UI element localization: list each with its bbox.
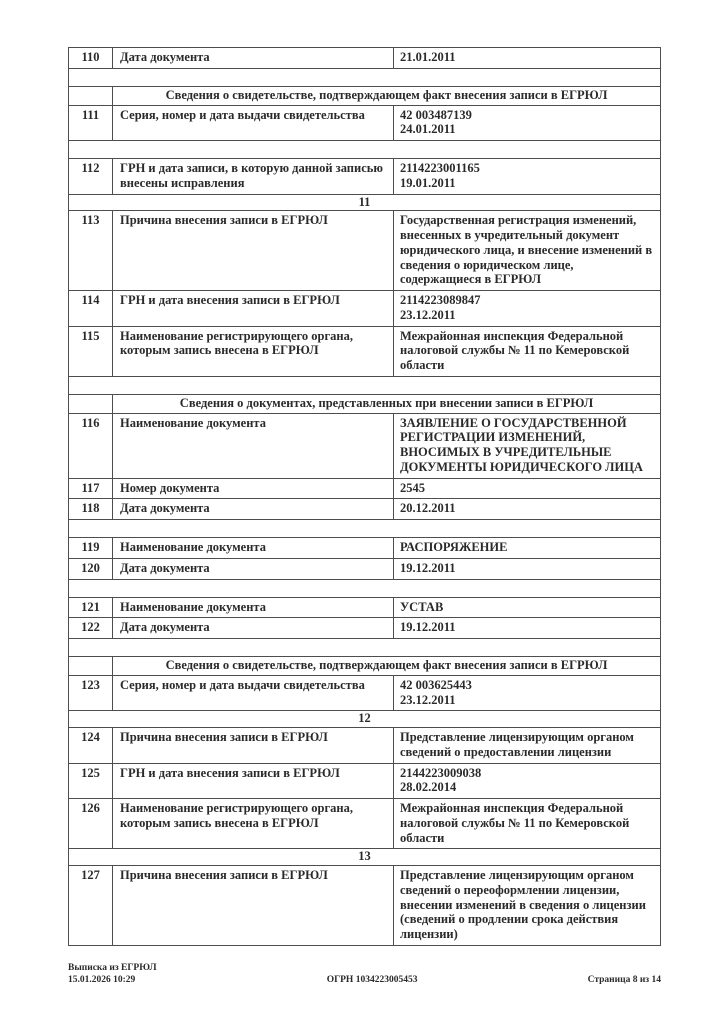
record-number: 126 [69, 799, 113, 849]
page-footer [68, 962, 661, 987]
record-number-empty [69, 394, 113, 413]
field-value-line: ЗАЯВЛЕНИЕ О ГОСУДАРСТВЕННОЙ РЕГИСТРАЦИИ ИЗМЕНЕНИЙ, ВНОСИМЫХ В УЧРЕДИТЕЛЬНЫЕ ДОКУМЕНТЫ ЮРИДИЧЕСКОГО ЛИЦА [400, 415, 643, 474]
field-value-line: 42 003625443 [400, 677, 472, 692]
field-value-line: 20.12.2011 [400, 501, 456, 516]
field-value-line: УСТАВ [400, 599, 444, 614]
field-value-line: 28.02.2014 [400, 780, 457, 795]
field-name: Причина внесения записи в ЕГРЮЛ [113, 211, 394, 291]
field-value [394, 478, 661, 499]
field-value [394, 728, 661, 764]
record-number: 110 [69, 48, 113, 69]
field-value [394, 538, 661, 559]
group-number: 12 [69, 711, 661, 728]
table-row [69, 499, 661, 520]
table-row [69, 538, 661, 559]
field-value [394, 499, 661, 520]
field-name: Наименование документа [113, 597, 394, 618]
spacer-row [69, 520, 661, 538]
record-number: 114 [69, 291, 113, 327]
field-value [394, 105, 661, 141]
field-value [394, 799, 661, 849]
field-value-line: 21.01.2011 [400, 50, 456, 64]
field-value-line: 19.12.2011 [400, 560, 456, 575]
field-value-line: 2545 [400, 480, 425, 495]
section-header-row [69, 394, 661, 413]
field-name: ГРН и дата записи, в которую данной записью внесены исправления [113, 159, 394, 195]
field-value [394, 618, 661, 639]
field-value-line: 2114223001165 [400, 161, 480, 175]
field-name: ГРН и дата внесения записи в ЕГРЮЛ [113, 291, 394, 327]
record-number: 113 [69, 211, 113, 291]
field-name: Наименование документа [113, 413, 394, 478]
record-number: 111 [69, 105, 113, 141]
field-value-line: Межрайонная инспекция Федеральной налоговой службы № 11 по Кемеровской области [400, 801, 630, 845]
record-number: 127 [69, 866, 113, 946]
table-row [69, 105, 661, 141]
group-number-row [69, 849, 661, 866]
record-number: 116 [69, 413, 113, 478]
field-value-line: 23.12.2011 [400, 692, 456, 707]
section-header-title: Сведения о свидетельстве, подтверждающем факт внесения записи в ЕГРЮЛ [113, 86, 661, 105]
field-value [394, 597, 661, 618]
record-number: 112 [69, 159, 113, 195]
record-number: 122 [69, 618, 113, 639]
table-row [69, 597, 661, 618]
field-value-line: Государственная регистрация изменений, внесенных в учредительный документ юридического лица, и внесение изменений в сведения о юридическом лице, содержащиеся в ЕГРЮЛ [400, 213, 653, 287]
field-value [394, 558, 661, 579]
group-number-row [69, 194, 661, 211]
spacer-cell [69, 639, 661, 657]
field-value [394, 48, 661, 69]
table-row [69, 478, 661, 499]
footer-ogrn: ОГРН 1034223005453 [326, 975, 418, 986]
group-number: 11 [69, 194, 661, 211]
table-row [69, 159, 661, 195]
field-name: Причина внесения записи в ЕГРЮЛ [113, 866, 394, 946]
record-number-empty [69, 657, 113, 676]
field-name: Серия, номер и дата выдачи свидетельства [113, 675, 394, 711]
spacer-row [69, 376, 661, 394]
field-name: Серия, номер и дата выдачи свидетельства [113, 105, 394, 141]
field-name: ГРН и дата внесения записи в ЕГРЮЛ [113, 763, 394, 799]
table-row [69, 211, 661, 291]
table-row [69, 326, 661, 376]
field-name: Наименование регистрирующего органа, которым запись внесена в ЕГРЮЛ [113, 326, 394, 376]
field-value-line: Межрайонная инспекция Федеральной налоговой службы № 11 по Кемеровской области [400, 328, 630, 372]
field-value [394, 413, 661, 478]
table-row [69, 728, 661, 764]
egrul-records-table [68, 47, 661, 946]
spacer-row [69, 579, 661, 597]
spacer-cell [69, 68, 661, 86]
field-value-line: 19.12.2011 [400, 620, 456, 635]
field-name: Наименование регистрирующего органа, которым запись внесена в ЕГРЮЛ [113, 799, 394, 849]
record-number: 123 [69, 675, 113, 711]
footer-left [68, 962, 157, 987]
field-value [394, 291, 661, 327]
table-row [69, 866, 661, 946]
record-number: 119 [69, 538, 113, 559]
field-value [394, 211, 661, 291]
group-number-row [69, 711, 661, 728]
table-row [69, 413, 661, 478]
field-value-line: 42 003487139 [400, 107, 472, 122]
field-name: Причина внесения записи в ЕГРЮЛ [113, 728, 394, 764]
section-header-row [69, 657, 661, 676]
field-name: Дата документа [113, 558, 394, 579]
section-header-row [69, 86, 661, 105]
field-name: Дата документа [113, 618, 394, 639]
group-number: 13 [69, 849, 661, 866]
field-value-line: 19.01.2011 [400, 175, 456, 190]
field-value [394, 866, 661, 946]
spacer-cell [69, 376, 661, 394]
field-value-line: 2144223009038 [400, 765, 482, 780]
field-name: Дата документа [113, 48, 394, 69]
spacer-row [69, 68, 661, 86]
field-value-line: 23.12.2011 [400, 307, 456, 322]
record-number: 115 [69, 326, 113, 376]
field-value-line: РАСПОРЯЖЕНИЕ [400, 540, 508, 554]
spacer-cell [69, 141, 661, 159]
field-value-line: 24.01.2011 [400, 122, 456, 137]
field-name: Дата документа [113, 499, 394, 520]
field-value [394, 159, 661, 195]
table-row [69, 675, 661, 711]
field-name: Номер документа [113, 478, 394, 499]
table-row [69, 291, 661, 327]
spacer-row [69, 639, 661, 657]
footer-page-indicator: Страница 8 из 14 [587, 975, 661, 986]
footer-datetime: 15.01.2026 10:29 [68, 975, 136, 986]
field-value [394, 763, 661, 799]
spacer-row [69, 141, 661, 159]
section-header-title: Сведения о документах, представленных при внесении записи в ЕГРЮЛ [113, 394, 661, 413]
table-row [69, 48, 661, 69]
record-number: 117 [69, 478, 113, 499]
field-value-line: Представление лицензирующим органом сведений о переоформлении лицензии, внесении изменений в сведения о лицензии (сведений о продлении срока действия лицензии) [400, 868, 646, 941]
record-number-empty [69, 86, 113, 105]
table-row [69, 799, 661, 849]
record-number: 125 [69, 763, 113, 799]
field-value-line: 2114223089847 [400, 293, 481, 307]
field-name: Наименование документа [113, 538, 394, 559]
section-header-title: Сведения о свидетельстве, подтверждающем факт внесения записи в ЕГРЮЛ [113, 657, 661, 676]
spacer-cell [69, 579, 661, 597]
field-value-line: Представление лицензирующим органом сведений о предоставлении лицензии [400, 730, 634, 759]
record-number: 124 [69, 728, 113, 764]
record-number: 120 [69, 558, 113, 579]
footer-doc-type: Выписка из ЕГРЮЛ [68, 963, 157, 973]
field-value [394, 675, 661, 711]
table-row [69, 763, 661, 799]
record-number: 118 [69, 499, 113, 520]
table-row [69, 558, 661, 579]
table-row [69, 618, 661, 639]
record-number: 121 [69, 597, 113, 618]
spacer-cell [69, 520, 661, 538]
field-value [394, 326, 661, 376]
